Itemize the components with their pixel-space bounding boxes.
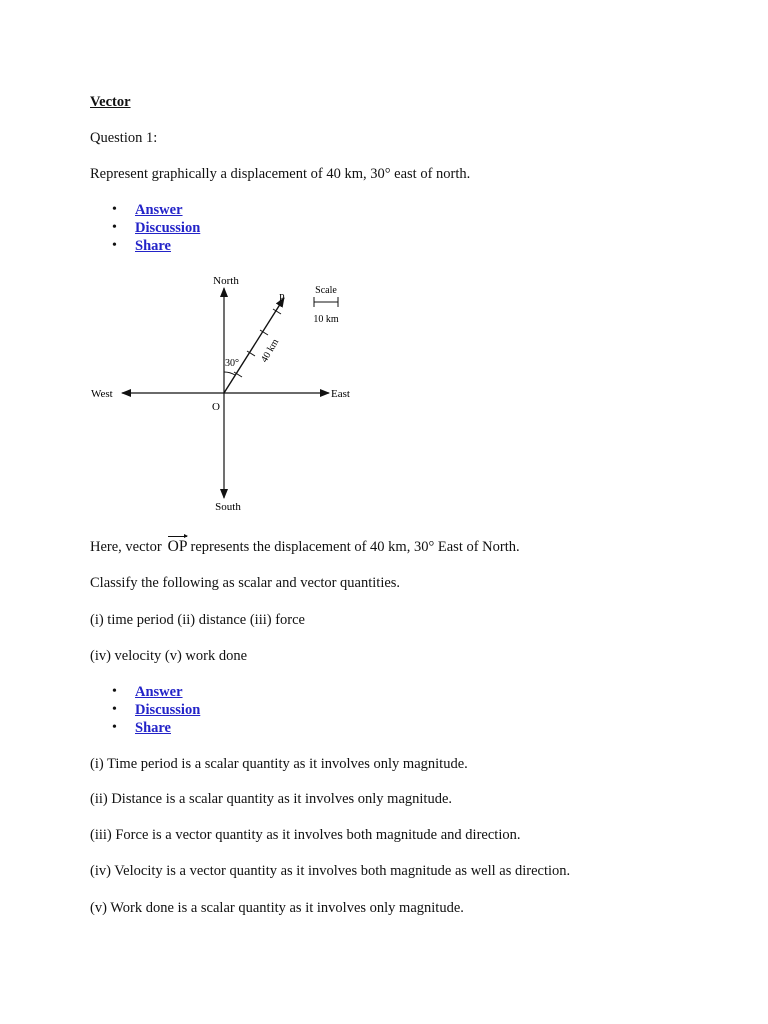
point-label: P [279, 293, 285, 304]
share-link[interactable]: Share [135, 720, 171, 736]
vector-arrow-icon [168, 536, 188, 537]
scale-bar [314, 297, 338, 307]
bullet-icon: • [112, 684, 117, 699]
discussion-link[interactable]: Discussion [135, 702, 201, 718]
answer-link[interactable]: Answer [135, 684, 183, 700]
question-2-text: Classify the following as scalar and vector quantities. [90, 575, 401, 591]
bullet-icon: • [112, 220, 117, 235]
share-link[interactable]: Share [135, 238, 171, 254]
north-label: North [213, 275, 239, 287]
west-label: West [91, 388, 113, 400]
vector-op-label: OP [167, 538, 188, 555]
question-2-link-list [90, 683, 200, 737]
answer-1-suffix: represents the displacement of 40 km, 30° East of North. [190, 539, 520, 555]
answer-2-item: (iii) Force is a vector quantity as it involves both magnitude and direction. [90, 827, 521, 843]
question-2-items-line-2: (iv) velocity (v) work done [90, 648, 248, 664]
answer-2-item: (iv) Velocity is a vector quantity as it involves both magnitude as well as direction. [90, 863, 571, 879]
list-item [90, 219, 200, 237]
answer-2-item: (v) Work done is a scalar quantity as it involves only magnitude. [90, 900, 464, 916]
question-1-link-list [90, 201, 200, 255]
list-item [90, 237, 200, 255]
answer-1-text [90, 538, 520, 556]
bullet-icon: • [112, 720, 117, 735]
angle-label: 30° [225, 358, 239, 369]
south-label: South [215, 501, 241, 513]
discussion-link[interactable]: Discussion [135, 220, 201, 236]
answer-2-item: (ii) Distance is a scalar quantity as it involves only magnitude. [90, 791, 453, 807]
length-label: 40 km [259, 337, 282, 365]
scale-title: Scale [315, 285, 337, 296]
angle-arc [224, 372, 235, 375]
bullet-icon: • [112, 238, 117, 253]
list-item [90, 701, 200, 719]
displacement-diagram [86, 268, 366, 518]
vector-op-notation [168, 538, 188, 556]
origin-label: O [212, 401, 220, 413]
answer-1-prefix: Here, vector [90, 539, 162, 555]
answer-link[interactable]: Answer [135, 202, 183, 218]
bullet-icon: • [112, 702, 117, 717]
list-item [90, 683, 200, 701]
page-title: Vector [90, 94, 131, 110]
question-1-text: Represent graphically a displacement of 40 km, 30° east of north. [90, 166, 471, 182]
question-1-label: Question 1: [90, 130, 158, 146]
east-label: East [331, 388, 350, 400]
bullet-icon: • [112, 202, 117, 217]
answer-2-item: (i) Time period is a scalar quantity as it involves only magnitude. [90, 756, 468, 772]
scale-value: 10 km [313, 314, 339, 325]
list-item [90, 719, 200, 737]
list-item [90, 201, 200, 219]
question-2-items-line-1: (i) time period (ii) distance (iii) force [90, 612, 305, 628]
